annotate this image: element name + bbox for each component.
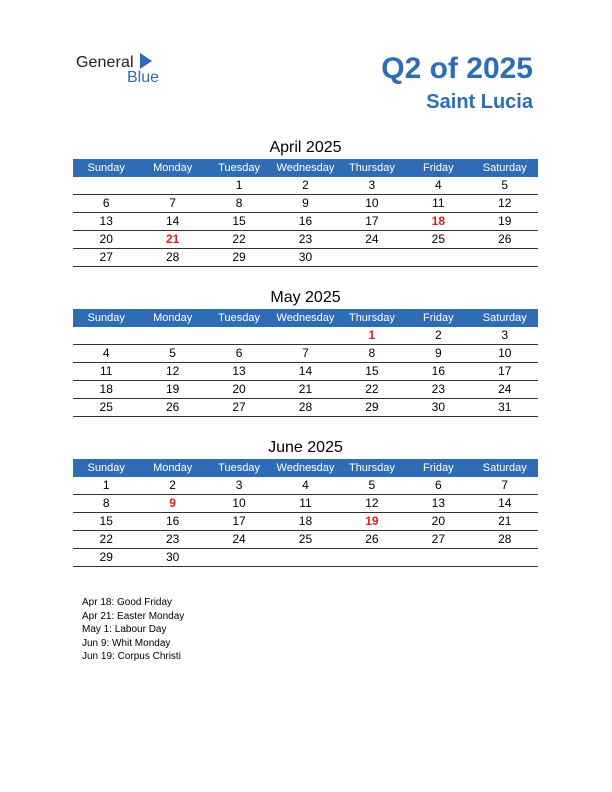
weekday-header: Saturday (472, 459, 538, 477)
day-cell: 13 (206, 363, 272, 381)
week-row (73, 495, 538, 513)
day-cell: 15 (206, 213, 272, 231)
empty-day-cell (405, 249, 471, 267)
weekday-header: Tuesday (206, 309, 272, 327)
week-row (73, 363, 538, 381)
day-cell: 14 (472, 495, 538, 513)
day-cell: 13 (73, 213, 139, 231)
day-cell: 23 (405, 381, 471, 399)
weekday-header: Friday (405, 309, 471, 327)
logo-text-general: General (76, 54, 134, 71)
day-cell: 12 (472, 195, 538, 213)
day-cell: 7 (472, 477, 538, 495)
day-cell: 19 (472, 213, 538, 231)
day-cell: 10 (472, 345, 538, 363)
day-cell: 14 (272, 363, 338, 381)
day-cell: 9 (405, 345, 471, 363)
weekday-header-row (73, 459, 538, 477)
day-cell: 15 (73, 513, 139, 531)
empty-day-cell (405, 549, 471, 567)
day-cell: 20 (73, 231, 139, 249)
week-row (73, 195, 538, 213)
day-cell: 27 (73, 249, 139, 267)
week-row (73, 381, 538, 399)
day-cell: 24 (206, 531, 272, 549)
day-cell: 5 (339, 477, 405, 495)
week-row (73, 177, 538, 195)
empty-day-cell (139, 177, 205, 195)
day-cell: 8 (339, 345, 405, 363)
month-title: April 2025 (269, 139, 342, 156)
day-cell: 18 (405, 213, 471, 231)
day-cell: 27 (405, 531, 471, 549)
weekday-header: Wednesday (272, 459, 338, 477)
week-row (73, 513, 538, 531)
day-cell: 25 (272, 531, 338, 549)
weekday-header: Monday (139, 309, 205, 327)
day-cell: 11 (73, 363, 139, 381)
page-subtitle: Saint Lucia (426, 91, 533, 113)
day-cell: 14 (139, 213, 205, 231)
weekday-header: Tuesday (206, 159, 272, 177)
day-cell: 4 (272, 477, 338, 495)
week-row (73, 549, 538, 567)
weekday-header: Wednesday (272, 309, 338, 327)
day-cell: 7 (139, 195, 205, 213)
month-grid (73, 159, 538, 267)
day-cell: 30 (139, 549, 205, 567)
empty-day-cell (206, 549, 272, 567)
day-cell: 26 (472, 231, 538, 249)
empty-day-cell (206, 327, 272, 345)
day-cell: 10 (339, 195, 405, 213)
month-grid (73, 459, 538, 567)
day-cell: 29 (73, 549, 139, 567)
week-row (73, 213, 538, 231)
day-cell: 24 (472, 381, 538, 399)
day-cell: 5 (472, 177, 538, 195)
day-cell: 1 (339, 327, 405, 345)
day-cell: 8 (206, 195, 272, 213)
day-cell: 29 (206, 249, 272, 267)
day-cell: 19 (339, 513, 405, 531)
empty-day-cell (139, 327, 205, 345)
day-cell: 25 (405, 231, 471, 249)
day-cell: 21 (139, 231, 205, 249)
day-cell: 22 (339, 381, 405, 399)
day-cell: 19 (139, 381, 205, 399)
week-row (73, 477, 538, 495)
weekday-header-row (73, 159, 538, 177)
day-cell: 21 (272, 381, 338, 399)
weekday-header: Thursday (339, 159, 405, 177)
day-cell: 28 (139, 249, 205, 267)
weekday-header: Saturday (472, 309, 538, 327)
day-cell: 6 (206, 345, 272, 363)
week-row (73, 231, 538, 249)
day-cell: 9 (139, 495, 205, 513)
day-cell: 21 (472, 513, 538, 531)
holiday-note: May 1: Labour Day (82, 624, 167, 635)
month-grid (73, 309, 538, 417)
day-cell: 25 (73, 399, 139, 417)
day-cell: 7 (272, 345, 338, 363)
day-cell: 2 (272, 177, 338, 195)
day-cell: 12 (339, 495, 405, 513)
day-cell: 28 (472, 531, 538, 549)
day-cell: 23 (139, 531, 205, 549)
week-row (73, 345, 538, 363)
day-cell: 11 (272, 495, 338, 513)
month-title: June 2025 (268, 439, 343, 456)
day-cell: 17 (206, 513, 272, 531)
day-cell: 28 (272, 399, 338, 417)
day-cell: 11 (405, 195, 471, 213)
day-cell: 17 (472, 363, 538, 381)
day-cell: 20 (206, 381, 272, 399)
weekday-header: Sunday (73, 459, 139, 477)
day-cell: 1 (206, 177, 272, 195)
empty-day-cell (73, 177, 139, 195)
month-calendar (73, 137, 538, 267)
month-title: May 2025 (270, 289, 341, 306)
day-cell: 26 (139, 399, 205, 417)
day-cell: 15 (339, 363, 405, 381)
day-cell: 16 (139, 513, 205, 531)
week-row (73, 327, 538, 345)
generalblue-logo (76, 52, 176, 88)
weekday-header: Wednesday (272, 159, 338, 177)
empty-day-cell (272, 327, 338, 345)
weekday-header: Tuesday (206, 459, 272, 477)
day-cell: 16 (405, 363, 471, 381)
weekday-header: Saturday (472, 159, 538, 177)
day-cell: 16 (272, 213, 338, 231)
weekday-header: Thursday (339, 309, 405, 327)
empty-day-cell (73, 327, 139, 345)
month-calendar (73, 437, 538, 567)
empty-day-cell (472, 249, 538, 267)
day-cell: 4 (405, 177, 471, 195)
weekday-header: Sunday (73, 159, 139, 177)
day-cell: 3 (472, 327, 538, 345)
day-cell: 18 (272, 513, 338, 531)
holiday-note: Apr 21: Easter Monday (82, 610, 185, 622)
week-row (73, 249, 538, 267)
day-cell: 20 (405, 513, 471, 531)
day-cell: 9 (272, 195, 338, 213)
day-cell: 31 (472, 399, 538, 417)
logo-flag-icon (140, 53, 152, 69)
day-cell: 2 (405, 327, 471, 345)
day-cell: 4 (73, 345, 139, 363)
day-cell: 3 (206, 477, 272, 495)
day-cell: 3 (339, 177, 405, 195)
day-cell: 5 (139, 345, 205, 363)
weekday-header: Thursday (339, 459, 405, 477)
day-cell: 6 (405, 477, 471, 495)
empty-day-cell (339, 549, 405, 567)
day-cell: 30 (405, 399, 471, 417)
page-title: Q2 of 2025 (381, 52, 533, 85)
day-cell: 10 (206, 495, 272, 513)
day-cell: 26 (339, 531, 405, 549)
holiday-note: Apr 18: Good Friday (82, 597, 173, 608)
logo-text-blue: Blue (127, 69, 160, 86)
day-cell: 22 (206, 231, 272, 249)
day-cell: 27 (206, 399, 272, 417)
weekday-header: Monday (139, 159, 205, 177)
day-cell: 6 (73, 195, 139, 213)
weekday-header: Sunday (73, 309, 139, 327)
month-calendar (73, 287, 538, 417)
day-cell: 18 (73, 381, 139, 399)
holiday-note: Jun 9: Whit Monday (82, 637, 171, 649)
day-cell: 8 (73, 495, 139, 513)
empty-day-cell (472, 549, 538, 567)
day-cell: 13 (405, 495, 471, 513)
day-cell: 22 (73, 531, 139, 549)
day-cell: 17 (339, 213, 405, 231)
day-cell: 24 (339, 231, 405, 249)
day-cell: 29 (339, 399, 405, 417)
weekday-header-row (73, 309, 538, 327)
weekday-header: Friday (405, 459, 471, 477)
day-cell: 30 (272, 249, 338, 267)
day-cell: 12 (139, 363, 205, 381)
day-cell: 23 (272, 231, 338, 249)
holiday-note: Jun 19: Corpus Christi (82, 651, 181, 662)
empty-day-cell (272, 549, 338, 567)
week-row (73, 531, 538, 549)
weekday-header: Friday (405, 159, 471, 177)
empty-day-cell (339, 249, 405, 267)
holiday-list (82, 596, 184, 664)
weekday-header: Monday (139, 459, 205, 477)
day-cell: 2 (139, 477, 205, 495)
day-cell: 1 (73, 477, 139, 495)
week-row (73, 399, 538, 417)
